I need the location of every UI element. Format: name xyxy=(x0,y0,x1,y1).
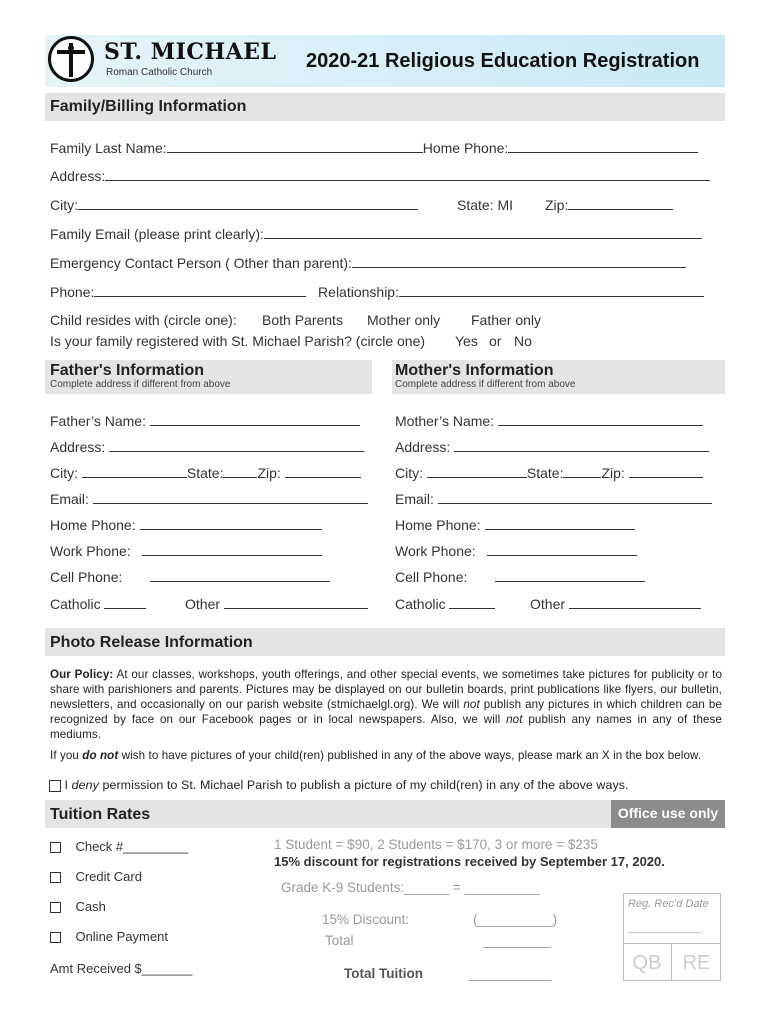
father-name-label: Father’s Name: xyxy=(50,413,146,429)
mother-catholic-row[interactable] xyxy=(395,596,495,612)
wish-line: wish to have pictures of your child(ren) published in any of the above ways, please mark an X in the xyxy=(121,749,643,762)
father-cell-phone-row[interactable] xyxy=(50,569,330,585)
cash-checkbox[interactable] xyxy=(50,902,61,913)
emergency-row[interactable] xyxy=(50,255,686,271)
mother-catholic-label: Catholic xyxy=(395,596,446,612)
father-work-phone-label: Work Phone: xyxy=(50,543,131,559)
father-name-row[interactable] xyxy=(50,413,360,429)
photo-section-title: Photo Release Information xyxy=(50,634,253,651)
resides-option-mother[interactable]: Mother only xyxy=(367,312,441,328)
mother-name-row[interactable] xyxy=(395,413,703,429)
mother-work-phone-label: Work Phone: xyxy=(395,543,476,559)
mother-home-phone-row[interactable] xyxy=(395,517,635,533)
father-home-phone-row[interactable] xyxy=(50,517,322,533)
father-other-row[interactable] xyxy=(185,596,368,612)
resides-option-father[interactable]: Father only xyxy=(471,312,542,328)
total-label: Total xyxy=(325,933,354,948)
mother-name-label: Mother’s Name: xyxy=(395,413,495,429)
mother-city-label: City: xyxy=(395,465,423,481)
discount-note: 15% discount for registrations received by September 17, 2020. xyxy=(274,854,665,869)
father-catholic-label: Catholic xyxy=(50,596,101,612)
policy-line-6: publish any names in any of these mediums. xyxy=(50,713,722,741)
policy-line-1: At our classes, workshops, youth offerings, and other special events, we sometimes take pictures for xyxy=(116,668,648,681)
emergency-label: Emergency Contact Person ( Other than parent): xyxy=(50,255,352,271)
payment-online-row[interactable] xyxy=(50,929,168,944)
mother-address-label: Address: xyxy=(395,439,451,455)
deny-row xyxy=(49,778,629,793)
mother-note: Complete address if different from above xyxy=(395,379,576,390)
credit-card-label: Credit Card xyxy=(75,869,142,884)
payment-credit-row[interactable] xyxy=(50,869,142,884)
deny-word: deny xyxy=(71,778,99,792)
zip-label: Zip: xyxy=(545,197,569,213)
policy-not-2: not xyxy=(506,713,523,726)
mother-cell-phone-row[interactable] xyxy=(395,569,645,585)
registered-no[interactable]: No xyxy=(514,333,532,349)
mother-email-label: Email: xyxy=(395,491,434,507)
wish-paragraph xyxy=(50,748,722,763)
discount-value[interactable]: (__________) xyxy=(473,912,558,927)
father-note: Complete address if different from above xyxy=(50,379,231,390)
total-tuition-value[interactable]: ___________ xyxy=(469,966,552,981)
mother-city-row[interactable] xyxy=(395,465,703,481)
tuition-rates-text: 1 Student = $90, 2 Students = $170, 3 or more = $235 xyxy=(274,837,598,852)
father-work-phone-row[interactable] xyxy=(50,543,322,559)
total-value[interactable]: _________ xyxy=(483,933,551,948)
registered-label: Is your family registered with St. Michael Parish? (circle one) xyxy=(50,333,426,349)
mother-other-row[interactable] xyxy=(530,596,701,612)
family-city-row[interactable] xyxy=(50,197,418,213)
emergency-phone-row[interactable] xyxy=(50,284,704,300)
credit-card-checkbox[interactable] xyxy=(50,872,61,883)
father-city-row[interactable] xyxy=(50,465,361,481)
qb-box: QB xyxy=(623,943,672,981)
mother-zip-label: Zip: xyxy=(601,465,625,481)
family-address-row[interactable] xyxy=(50,168,710,184)
city-label: City: xyxy=(50,197,78,213)
mother-other-label: Other xyxy=(530,596,566,612)
policy-line-4: publish any pictures in which children can be recognized by face on our Facebook pages or in local newspapers. xyxy=(50,698,722,726)
mother-cell-phone-label: Cell Phone: xyxy=(395,569,468,585)
father-home-phone-label: Home Phone: xyxy=(50,517,136,533)
church-logo xyxy=(48,36,94,82)
resides-row xyxy=(50,312,237,328)
father-catholic-row[interactable] xyxy=(50,596,146,612)
mother-email-row[interactable] xyxy=(395,491,712,507)
email-label: Family Email (please print clearly): xyxy=(50,226,264,242)
deny-text: permission to St. Michael Parish to publish a picture of my child(ren) in any of the above ways. xyxy=(102,778,629,792)
office-use-label: Office use only xyxy=(611,800,725,828)
deny-i: I xyxy=(64,778,69,792)
reg-recd-line[interactable]: ____________ xyxy=(628,922,702,934)
policy-paragraph xyxy=(50,667,722,742)
do-not-text: do not xyxy=(82,749,119,762)
policy-not-1: not xyxy=(463,698,480,711)
policy-line-5: Also, we will xyxy=(430,713,501,726)
policy-line-3: publications like flyers, our bulletin, newsletters, and occasionally on our parish website (stmichaelgl.org). We will xyxy=(50,683,722,711)
registered-yes[interactable]: Yes xyxy=(455,333,478,349)
mother-section-title: Mother's Information xyxy=(395,362,554,379)
mother-work-phone-row[interactable] xyxy=(395,543,637,559)
father-cell-phone-label: Cell Phone: xyxy=(50,569,123,585)
family-last-name-row[interactable] xyxy=(50,140,698,156)
total-tuition-label: Total Tuition xyxy=(344,966,423,981)
father-state-label: State: xyxy=(186,465,224,481)
box-below-text: box below. xyxy=(645,749,702,762)
father-city-label: City: xyxy=(50,465,78,481)
amt-received[interactable]: Amt Received $_______ xyxy=(50,961,193,976)
deny-checkbox[interactable] xyxy=(49,780,61,792)
mother-home-phone-label: Home Phone: xyxy=(395,517,481,533)
cash-label: Cash xyxy=(75,899,106,914)
payment-check-row[interactable] xyxy=(50,839,188,854)
discount-label: 15% Discount: xyxy=(322,912,410,927)
zip-row[interactable] xyxy=(545,197,673,213)
father-address-label: Address: xyxy=(50,439,106,455)
father-zip-label: Zip: xyxy=(257,465,281,481)
online-payment-checkbox[interactable] xyxy=(50,932,61,943)
father-other-label: Other xyxy=(185,596,221,612)
grade-students-row[interactable]: Grade K-9 Students:______ = __________ xyxy=(281,880,540,895)
org-name: ST. MICHAEL xyxy=(104,39,277,65)
father-section-title: Father's Information xyxy=(50,362,205,379)
father-email-row[interactable] xyxy=(50,491,368,507)
check-checkbox[interactable] xyxy=(50,842,61,853)
org-subtitle: Roman Catholic Church xyxy=(106,67,213,78)
mother-state-label: State: xyxy=(526,465,564,481)
tuition-section-title: Tuition Rates xyxy=(50,806,151,823)
policy-line-2: publicity or to share with parishioners and parents. Pictures may be displayed on our bulletin boards, print xyxy=(50,668,723,696)
father-email-label: Email: xyxy=(50,491,89,507)
resides-label: Child resides with (circle one): xyxy=(50,312,237,328)
resides-option-both[interactable]: Both Parents xyxy=(262,312,343,328)
if-you-text: If you xyxy=(50,749,79,762)
state-label: State: MI xyxy=(457,197,514,213)
re-box: RE xyxy=(672,943,721,981)
father-address-row[interactable] xyxy=(50,439,364,455)
online-payment-label: Online Payment xyxy=(75,929,168,944)
mother-address-row[interactable] xyxy=(395,439,709,455)
family-section-title: Family/Billing Information xyxy=(50,98,247,115)
relationship-label: Relationship: xyxy=(318,284,399,300)
reg-recd-label: Reg. Rec’d Date xyxy=(628,898,709,910)
family-email-row[interactable] xyxy=(50,226,702,242)
phone-label: Phone: xyxy=(50,284,95,300)
check-label: Check #_________ xyxy=(75,839,189,854)
home-phone-label: Home Phone: xyxy=(422,140,509,156)
page-title: 2020-21 Religious Education Registration xyxy=(306,50,700,72)
registered-or: or xyxy=(489,333,502,349)
payment-cash-row[interactable] xyxy=(50,899,106,914)
last-name-label: Family Last Name: xyxy=(50,140,167,156)
address-label: Address: xyxy=(50,168,106,184)
policy-label: Our Policy: xyxy=(50,668,114,681)
